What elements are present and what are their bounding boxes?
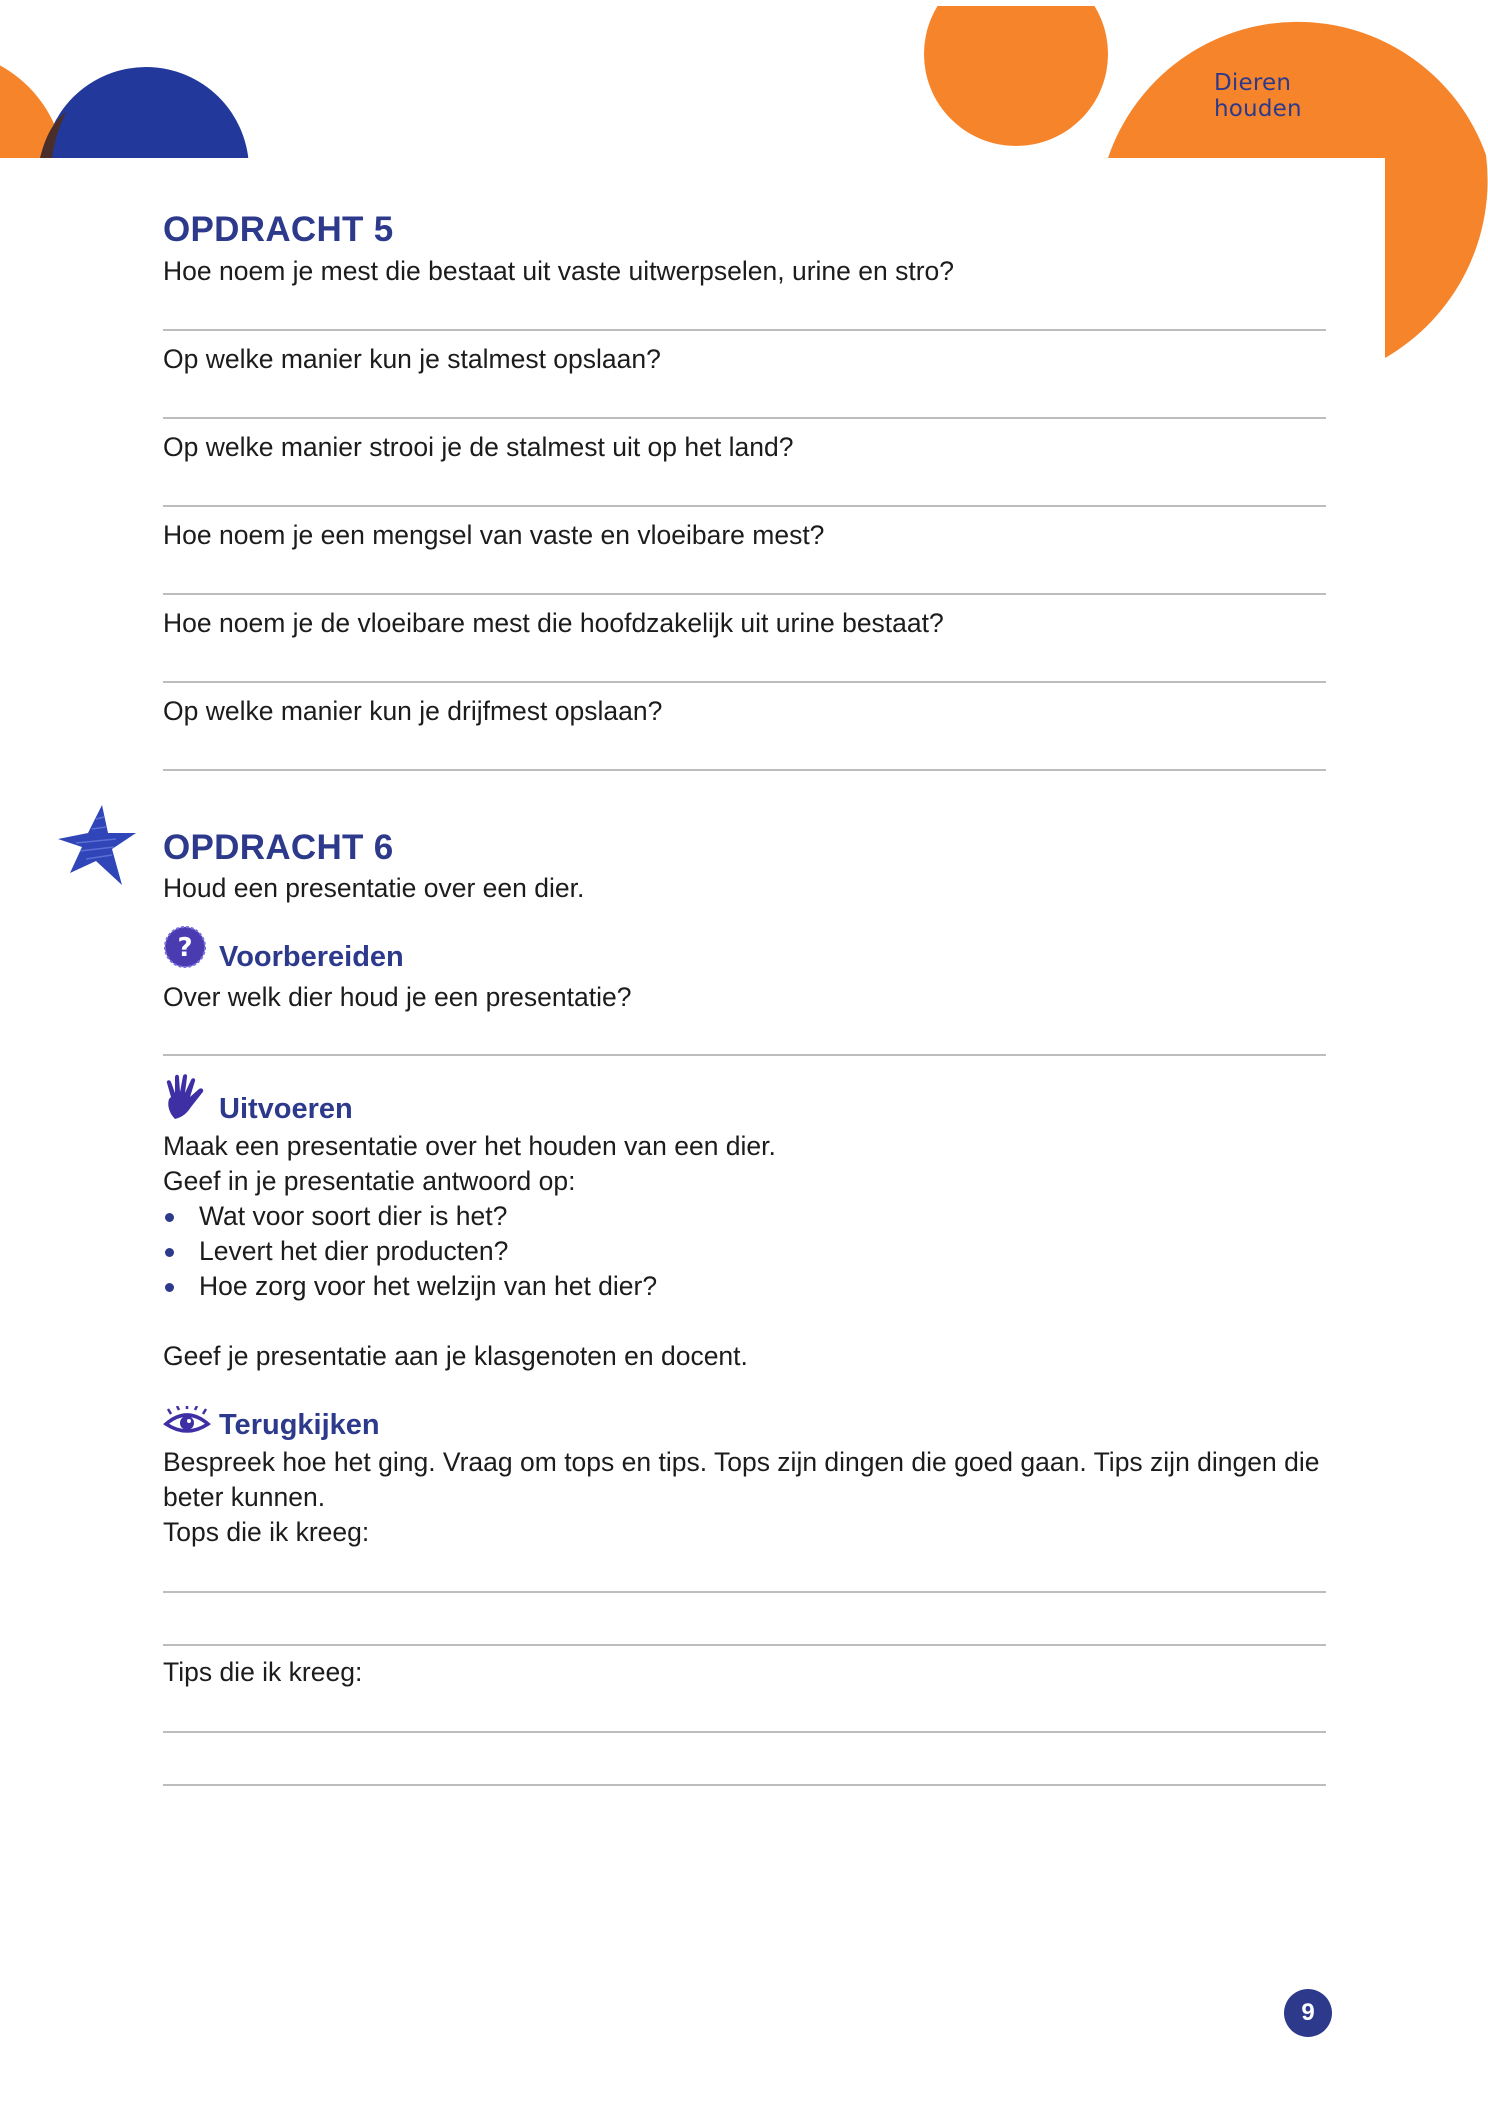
hand-icon [163,1073,209,1121]
answer-line[interactable] [163,769,1326,771]
page-number: 9 [1284,1989,1332,2037]
answer-line[interactable] [163,329,1326,331]
opdracht-5-question-2: Op welke manier kun je stalmest opslaan? [163,344,661,374]
list-item: Levert het dier producten? [163,1234,657,1269]
opdracht-5-question-3: Op welke manier strooi je de stalmest uit op het land? [163,432,794,462]
uitvoeren-line-1: Maak een presentatie over het houden van een dier. [163,1131,776,1161]
opdracht-5-title: OPDRACHT 5 [163,210,394,249]
section-label: Dieren houden [1214,70,1302,122]
list-item: Hoe zorg voor het welzijn van het dier? [163,1269,657,1304]
answer-line[interactable] [163,593,1326,595]
eye-icon [163,1406,211,1438]
voorbereiden-question: Over welk dier houd je een presentatie? [163,982,632,1012]
answer-line[interactable] [163,1731,1326,1733]
answer-line[interactable] [163,1644,1326,1646]
opdracht-6-title: OPDRACHT 6 [163,828,394,867]
svg-text:?: ? [177,933,193,963]
uitvoeren-line-2: Geef in je presentatie antwoord op: [163,1166,576,1196]
star-icon [56,803,138,887]
opdracht-5-question-6: Op welke manier kun je drijfmest opslaan? [163,696,663,726]
answer-line[interactable] [163,1591,1326,1593]
uitvoeren-heading: Uitvoeren [219,1093,353,1125]
answer-line[interactable] [163,1784,1326,1786]
answer-line[interactable] [163,505,1326,507]
answer-line[interactable] [163,417,1326,419]
uitvoeren-bullet-list [163,1199,657,1304]
terugkijken-text: Bespreek hoe het ging. Vraag om tops en tips. Tops zijn dingen die goed gaan. Tips zijn dingen die beter kunnen. [163,1447,1320,1512]
opdracht-5-question-5: Hoe noem je de vloeibare mest die hoofdzakelijk uit urine bestaat? [163,608,944,638]
opdracht-6-intro: Houd een presentatie over een dier. [163,873,585,903]
opdracht-5-question-4: Hoe noem je een mengsel van vaste en vloeibare mest? [163,520,825,550]
opdracht-5-question-1: Hoe noem je mest die bestaat uit vaste uitwerpselen, urine en stro? [163,256,955,286]
voorbereiden-heading: Voorbereiden [219,941,404,973]
header-decoration [0,0,1488,380]
tips-label: Tips die ik kreeg: [163,1657,363,1687]
terugkijken-heading: Terugkijken [219,1409,380,1441]
uitvoeren-closing: Geef je presentatie aan je klasgenoten en docent. [163,1341,748,1371]
question-icon [163,925,207,969]
tops-label: Tops die ik kreeg: [163,1517,370,1547]
answer-line[interactable] [163,681,1326,683]
answer-line[interactable] [163,1054,1326,1056]
list-item: Wat voor soort dier is het? [163,1199,657,1234]
